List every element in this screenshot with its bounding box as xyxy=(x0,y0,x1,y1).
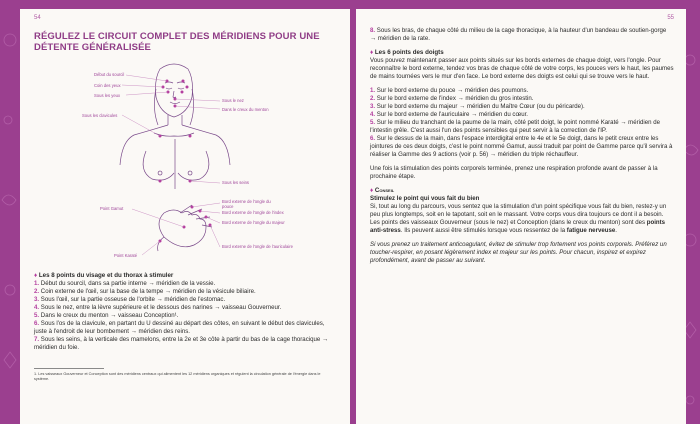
label-ongle-auriculaire: Bord externe de l'ongle de l'auriculaire xyxy=(222,244,293,249)
list-item: 2. Coin externe de l'œil, sur la base de la tempe → méridien de la vésicule biliaire. xyxy=(34,288,256,295)
label-sous-yeux: Sous les yeux xyxy=(94,93,121,98)
fingers-intro: Vous pouvez maintenant passer aux points situés sur les bords externes de chaque doigt, vers l'ongle. Pour reconnaître le bord externe, tendez vos bras de chaque côté de votre corps, les pouces vers le haut, les paumes de mains tournées vers le mur d'en face. Le bord externe des doigts est celui qui se trouve vers le haut. xyxy=(370,57,674,80)
list-item: 1. Sur le bord externe du pouce → méridien des poumons. xyxy=(370,87,529,94)
label-point-gamut: Point Gamut xyxy=(100,206,124,211)
list-item: 8. Sous les bras, de chaque côté du milieu de la cage thoracique, à la hauteur d'un bandeau de soutien-gorge → méridien de la rate. xyxy=(370,27,667,42)
anticoagulant-note: Si vous prenez un traitement anticoagulant, évitez de stimuler trop fortement vos points corporels. Préférez un toucher-respirer, en posant légèrement index et majeur sur les points. Pour chacun, inspirez et expirez profondément, avant de passer au suivant. xyxy=(370,241,667,264)
list-item: 3. Sous l'œil, sur la partie osseuse de l'orbite → méridien de l'estomac. xyxy=(34,296,226,303)
list-item: 6. Sur le dessus de la main, dans l'espace interdigital entre le 4e et le 5e doigt, dans le petit creux entre les jointures de ces deux doigts, c'est le point nommé Gamut, aussi traduit par point de Gamme parce qu'il servira à réaliser la Gamme des 9 actions (voir p. 56) → méridien du triple réchauffeur. xyxy=(370,135,673,158)
page-title: RÉGULEZ LE CIRCUIT COMPLET DES MÉRIDIENS POUR UNE DÉTENTE GÉNÉRALISÉE xyxy=(34,31,320,53)
label-coin-yeux: Coin des yeux xyxy=(94,83,121,88)
right-page-body xyxy=(370,27,674,265)
label-point-karate: Point Karaté xyxy=(114,253,138,258)
fingers-heading: ♦ Les 6 points des doigts xyxy=(370,49,444,56)
face-points-section xyxy=(34,272,336,352)
conseil-paragraph-2: Les points des vaisseaux Gouverneur (sous le nez) et Conception (dans le creux du menton) sont des points anti-stress. Ils peuvent aussi être stimulés lorsque vous ressentez de la fatigue nerveuse. xyxy=(370,219,666,234)
list-item: 1. Début du sourcil, dans sa partie interne → méridien de la vessie. xyxy=(34,280,216,287)
label-debut-sourcil: Début du sourcil xyxy=(94,72,125,77)
list-item: 2. Sur le bord externe de l'index → méridien du gros intestin. xyxy=(370,95,534,102)
list-item: 3. Sur le bord externe du majeur → méridien du Maître Cœur (ou du péricarde). xyxy=(370,103,585,110)
label-ongle-majeur: Bord externe de l'ongle du majeur xyxy=(222,220,285,225)
label-ongle-pouce: Bord externe de l'ongle du pouce xyxy=(222,199,271,209)
label-creux-menton: Dans le creux du menton xyxy=(222,107,269,112)
after-text: Une fois la stimulation des points corporels terminée, prenez une respiration profonde avant de passer à la prochaine étape. xyxy=(370,165,658,180)
right-page xyxy=(356,9,686,424)
section-heading: ♦ Les 8 points du visage et du thorax à stimuler xyxy=(34,272,174,279)
label-sous-seins: Sous les seins xyxy=(222,180,249,185)
page-number: 55 xyxy=(667,15,674,21)
left-page xyxy=(20,9,350,424)
label-sous-nez: Sous le nez xyxy=(222,98,244,103)
acupoint-illustration xyxy=(34,59,334,269)
conseil-paragraph: Si, tout au long du parcours, vous sentez que la stimulation d'un point spécifique vous fait du bien, restez-y un peu plus longtemps, soit en le tapotant, soit en le massant. Votre corps vous dira toujours ce dont il a besoin. xyxy=(370,203,667,218)
list-item: 7. Sous les seins, à la verticale des mamelons, entre la 2e et 3e côte à partir du bas de la cage thoracique → méridien du foie. xyxy=(34,336,329,351)
footnote: 1. Les vaisseaux Gouverneur et Conception sont des méridiens centraux qui alimentent les 12 méridiens organiques et régulent la circulation générale de l'énergie dans le système. xyxy=(34,371,321,381)
list-item: 4. Sur le bord externe de l'auriculaire → méridien du cœur. xyxy=(370,111,529,118)
footnote-divider xyxy=(34,368,104,369)
page-number: 54 xyxy=(34,15,41,21)
list-item: 6. Sous l'os de la clavicule, en partant du U dessiné au départ des côtes, en suivant le début des clavicules, juste à l'endroit de leur bombement → méridien des reins. xyxy=(34,320,325,335)
list-item: 4. Sous le nez, entre la lèvre supérieure et le dessous des narines → vaisseau Gouverneur. xyxy=(34,304,282,311)
label-sous-clavicules: Sous les clavicules xyxy=(82,113,118,118)
list-item: 5. Dans le creux du menton → vaisseau Conception¹. xyxy=(34,312,179,319)
body-and-hand-drawing xyxy=(34,59,334,269)
list-item: 5. Sur le milieu du tranchant de la paume de la main, côté petit doigt, le point nommé Karaté → méridien de l'intestin grêle. C'est aussi l'un des points sensibles qui peut servir à la correction de l'IP. xyxy=(370,119,660,134)
conseil-heading: ♦ Conseil xyxy=(370,187,395,194)
conseil-subheading: Stimulez le point qui vous fait du bien xyxy=(370,195,480,202)
label-ongle-index: Bord externe de l'ongle de l'index xyxy=(222,210,284,215)
